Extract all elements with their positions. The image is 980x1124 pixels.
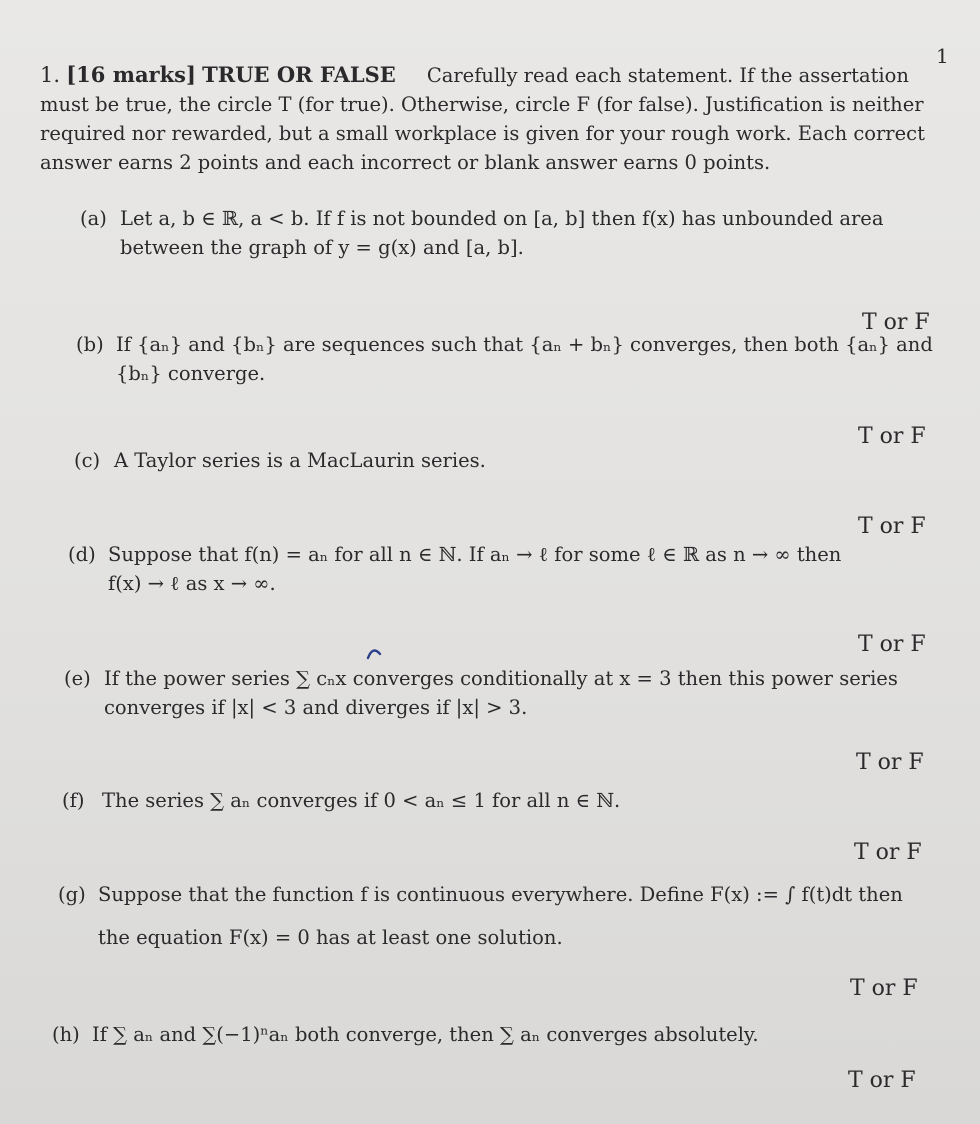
question-text: Suppose that the function f is continuous everywhere. Define F(x) := ∫ f(t)dt then (98, 883, 903, 906)
question-label: (c) (74, 449, 101, 472)
question-e (64, 664, 954, 722)
instructions-text: Carefully read each statement. If the assertation must be true, the circle T (for true). Otherwise, circle F (for false). Justification is neither required nor rewarded, but a small workplace is given for your rough work. Each correct answer earns 2 points and each incorrect or blank answer earns 0 points. (40, 64, 925, 174)
question-text-continued: the equation F(x) = 0 has at least one solution. (98, 926, 563, 949)
question-label: (b) (76, 333, 104, 356)
question-h (52, 1020, 952, 1049)
question-text: Let a, b ∈ ℝ, a < b. If f is not bounded on [a, b] then f(x) has unbounded area (120, 207, 884, 230)
question-intro (40, 60, 950, 177)
question-text: A Taylor series is a MacLaurin series. (114, 449, 486, 472)
answer-choice-a[interactable]: T or F (862, 310, 930, 335)
page-number: 1 (936, 44, 949, 68)
question-heading: TRUE OR FALSE (202, 62, 396, 87)
question-text: The series ∑ aₙ converges if 0 < aₙ ≤ 1 for all n ∈ ℕ. (102, 789, 621, 812)
question-d (68, 540, 958, 598)
question-marks: [16 marks] (66, 62, 196, 87)
answer-choice-e[interactable]: T or F (856, 750, 924, 775)
question-b (76, 330, 956, 388)
question-label: (g) (58, 883, 86, 906)
question-label: (h) (52, 1023, 80, 1046)
question-a (80, 204, 960, 262)
question-number: 1. (40, 63, 61, 87)
question-label: (d) (68, 543, 96, 566)
question-g (58, 880, 958, 952)
answer-choice-c[interactable]: T or F (858, 514, 926, 539)
answer-choice-b[interactable]: T or F (858, 424, 926, 449)
question-label: (a) (80, 207, 107, 230)
answer-choice-f[interactable]: T or F (854, 840, 922, 865)
question-text: If the power series ∑ cₙx converges conditionally at x = 3 then this power series (104, 667, 898, 690)
question-text-continued: between the graph of y = g(x) and [a, b]. (120, 236, 524, 259)
question-text: If ∑ aₙ and ∑(−1)ⁿaₙ both converge, then ∑ aₙ converges absolutely. (92, 1023, 759, 1046)
question-text-continued: converges if |x| < 3 and diverges if |x| > 3. (104, 696, 528, 719)
answer-choice-h[interactable]: T or F (848, 1068, 916, 1093)
question-c (74, 446, 954, 475)
answer-choice-d[interactable]: T or F (858, 632, 926, 657)
question-text-continued: {bₙ} converge. (116, 362, 266, 385)
question-text: Suppose that f(n) = aₙ for all n ∈ ℕ. If aₙ → ℓ for some ℓ ∈ ℝ as n → ∞ then (108, 543, 842, 566)
question-text: If {aₙ} and {bₙ} are sequences such that {aₙ + bₙ} converges, then both {aₙ} and (116, 333, 933, 356)
question-text-continued: f(x) → ℓ as x → ∞. (108, 572, 276, 595)
handwritten-mark-icon (366, 646, 382, 660)
question-f (62, 786, 952, 815)
question-label: (f) (62, 789, 85, 812)
answer-choice-g[interactable]: T or F (850, 976, 918, 1001)
question-label: (e) (64, 667, 91, 690)
